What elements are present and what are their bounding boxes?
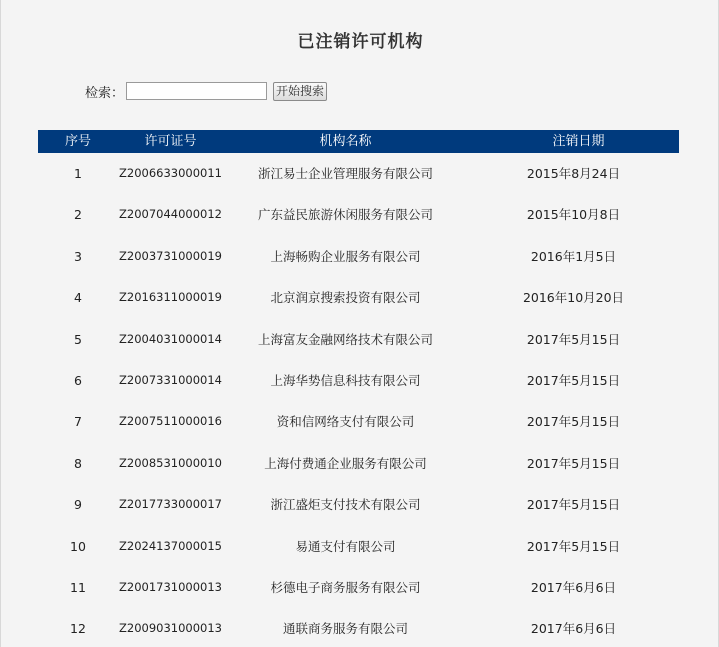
cell-date: 2017年5月15日 bbox=[526, 331, 621, 347]
cell-date: 2017年5月15日 bbox=[526, 538, 621, 554]
table-row bbox=[38, 401, 679, 442]
cell-date: 2017年6月6日 bbox=[530, 579, 617, 595]
cell-license: Z2007044000012 bbox=[119, 207, 222, 222]
cell-no: 1 bbox=[74, 166, 82, 181]
cell-no: 6 bbox=[74, 372, 82, 388]
cell-date: 2017年5月15日 bbox=[526, 414, 621, 430]
cell-license: Z2008531000010 bbox=[119, 455, 222, 470]
cell-date: 2017年5月15日 bbox=[526, 455, 621, 471]
search-label: 检索： bbox=[85, 85, 125, 101]
cell-no: 2 bbox=[74, 207, 82, 223]
cell-no: 3 bbox=[74, 248, 82, 264]
search-button[interactable]: 开始搜索 bbox=[273, 82, 327, 101]
cell-date: 2015年8月24日 bbox=[526, 166, 621, 181]
table-row bbox=[38, 567, 679, 608]
cell-name: 易通支付有限公司 bbox=[295, 538, 396, 554]
cell-name: 浙江易士企业管理服务有限公司 bbox=[257, 166, 433, 181]
cell-no: 4 bbox=[74, 290, 82, 306]
header-no: 序号 bbox=[64, 134, 91, 149]
header-license: 许可证号 bbox=[144, 134, 197, 149]
cell-date: 2017年5月15日 bbox=[526, 497, 621, 513]
cell-license: Z2017733000017 bbox=[119, 497, 222, 512]
table-row bbox=[38, 319, 679, 360]
cell-license: Z2003731000019 bbox=[119, 248, 222, 263]
table-header bbox=[38, 130, 679, 153]
cell-name: 上海富友金融网络技术有限公司 bbox=[257, 331, 433, 347]
cell-date: 2015年10月8日 bbox=[526, 207, 621, 223]
cell-no: 10 bbox=[70, 538, 86, 554]
cell-no: 8 bbox=[74, 455, 82, 471]
cell-name: 北京润京搜索投资有限公司 bbox=[270, 290, 421, 306]
search-bar bbox=[85, 81, 327, 101]
cell-name: 浙江盛炬支付技术有限公司 bbox=[270, 497, 421, 513]
search-input[interactable] bbox=[126, 82, 267, 100]
cell-name: 通联商务服务有限公司 bbox=[282, 621, 408, 637]
cell-no: 12 bbox=[70, 621, 86, 637]
table-row bbox=[38, 153, 679, 194]
table-row bbox=[38, 277, 679, 318]
table-row bbox=[38, 526, 679, 567]
cell-license: Z2007511000016 bbox=[119, 414, 222, 429]
header-name: 机构名称 bbox=[319, 134, 372, 149]
table-row bbox=[38, 360, 679, 401]
cell-license: Z2004031000014 bbox=[119, 331, 222, 346]
cell-no: 9 bbox=[74, 497, 82, 513]
cell-no: 7 bbox=[74, 414, 82, 430]
table-row bbox=[38, 484, 679, 525]
cell-license: Z2006633000011 bbox=[119, 166, 222, 180]
table-row bbox=[38, 236, 679, 277]
table-row bbox=[38, 194, 679, 235]
cell-date: 2017年5月15日 bbox=[526, 372, 621, 388]
header-date: 注销日期 bbox=[552, 134, 605, 149]
cell-license: Z2009031000013 bbox=[119, 621, 222, 636]
page-title: 已注销许可机构 bbox=[297, 32, 424, 52]
cell-name: 广东益民旅游休闲服务有限公司 bbox=[257, 207, 433, 223]
cell-license: Z2016311000019 bbox=[119, 290, 222, 305]
cell-date: 2016年1月5日 bbox=[530, 248, 617, 264]
revoked-institutions-table bbox=[38, 130, 679, 647]
table-row bbox=[38, 608, 679, 647]
cell-date: 2017年6月6日 bbox=[530, 621, 617, 637]
cell-license: Z2001731000013 bbox=[119, 579, 222, 594]
cell-date: 2016年10月20日 bbox=[522, 290, 625, 306]
cell-license: Z2007331000014 bbox=[119, 372, 222, 387]
cell-no: 5 bbox=[74, 331, 82, 347]
table-row bbox=[38, 443, 679, 484]
cell-license: Z2024137000015 bbox=[119, 538, 222, 553]
cell-name: 杉德电子商务服务有限公司 bbox=[270, 579, 421, 595]
cell-name: 上海畅购企业服务有限公司 bbox=[270, 248, 421, 264]
cell-name: 上海华势信息科技有限公司 bbox=[270, 372, 421, 388]
cell-name: 上海付费通企业服务有限公司 bbox=[264, 455, 427, 471]
cell-name: 资和信网络支付有限公司 bbox=[276, 414, 415, 430]
cell-no: 11 bbox=[70, 579, 86, 595]
